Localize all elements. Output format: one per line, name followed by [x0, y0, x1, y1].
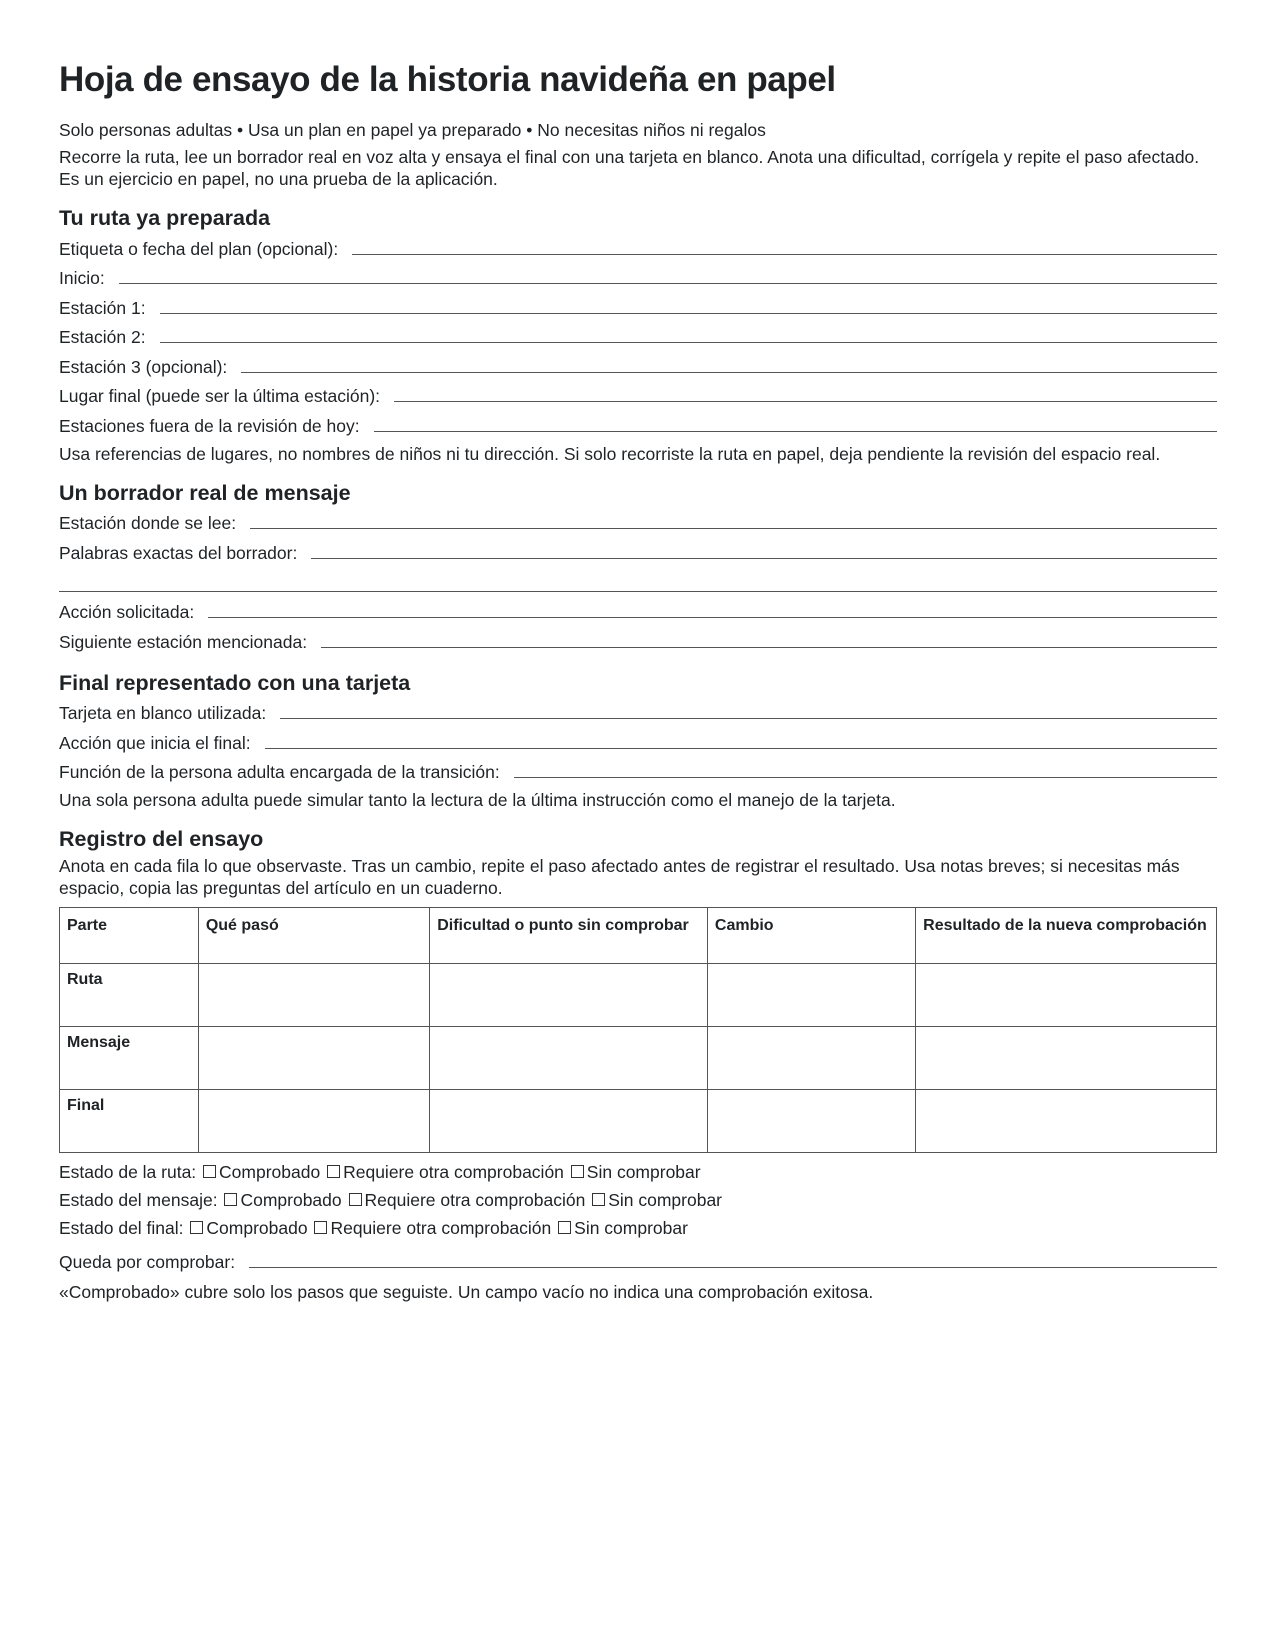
checkbox[interactable]	[190, 1221, 203, 1234]
checkbox[interactable]	[314, 1221, 327, 1234]
table-cell[interactable]	[707, 1090, 915, 1153]
table-cell[interactable]	[916, 964, 1217, 1027]
field-label: Estaciones fuera de la revisión de hoy:	[59, 415, 360, 436]
table-cell[interactable]	[916, 1027, 1217, 1090]
finale-note: Una sola persona adulta puede simular tanto la lectura de la última instrucción como el manejo de la tarjeta.	[59, 790, 896, 810]
table-row	[60, 1027, 1217, 1090]
field-start	[59, 262, 1217, 292]
subtitle: Solo personas adultas • Usa un plan en papel ya preparado • No necesitas niños ni regalos	[59, 120, 766, 140]
status-finale	[59, 1217, 1217, 1245]
table-row	[60, 1090, 1217, 1153]
option-label: Requiere otra comprobación	[330, 1218, 552, 1238]
field-excluded-stations	[59, 409, 1217, 439]
write-line[interactable]	[394, 400, 1217, 402]
field-label: Etiqueta o fecha del plan (opcional):	[59, 238, 339, 259]
footnote: «Comprobado» cubre solo los pasos que seguiste. Un campo vacío no indica una comprobación exitosa.	[59, 1281, 874, 1302]
status-route	[59, 1161, 1217, 1189]
status-label: Estado de la ruta:	[59, 1162, 197, 1182]
field-label: Acción que inicia el final:	[59, 732, 251, 753]
field-reading-station	[59, 507, 1217, 537]
field-requested-action	[59, 596, 1217, 626]
field-label: Palabras exactas del borrador:	[59, 542, 298, 563]
field-label: Función de la persona adulta encargada de la transición:	[59, 762, 500, 782]
field-next-station	[59, 625, 1217, 655]
status-block	[59, 1161, 1217, 1245]
checkbox[interactable]	[224, 1193, 237, 1206]
column-header: Dificultad o punto sin comprobar	[430, 908, 708, 964]
write-line[interactable]	[321, 646, 1217, 648]
field-label: Siguiente estación mencionada:	[59, 631, 308, 652]
field-finale-action	[59, 726, 1217, 756]
write-line[interactable]	[208, 616, 1217, 618]
column-header: Cambio	[707, 908, 915, 964]
checkbox[interactable]	[327, 1165, 340, 1178]
table-header-row	[60, 908, 1217, 964]
write-line[interactable]	[241, 371, 1217, 373]
section-heading-message: Un borrador real de mensaje	[59, 480, 351, 505]
write-line[interactable]	[514, 776, 1217, 778]
write-line[interactable]	[250, 527, 1217, 529]
column-header: Qué pasó	[198, 908, 429, 964]
option-label: Sin comprobar	[574, 1218, 688, 1238]
checkbox[interactable]	[592, 1193, 605, 1206]
field-label: Inicio:	[59, 268, 105, 288]
option-label: Sin comprobar	[586, 1162, 701, 1182]
route-fields	[59, 232, 1217, 439]
field-label: Acción solicitada:	[59, 602, 195, 622]
table-cell[interactable]	[430, 1027, 708, 1090]
section-heading-route: Tu ruta ya preparada	[59, 206, 271, 230]
option-label: Requiere otra comprobación	[364, 1190, 586, 1210]
field-label: Tarjeta en blanco utilizada:	[59, 703, 267, 723]
checkbox[interactable]	[571, 1165, 584, 1178]
write-line[interactable]	[265, 747, 1217, 749]
column-header: Parte	[60, 908, 199, 964]
field-blank-card	[59, 697, 1217, 727]
field-label: Estación donde se lee:	[59, 513, 237, 533]
write-line[interactable]	[280, 717, 1217, 719]
write-line[interactable]	[160, 341, 1217, 343]
table-row	[60, 964, 1217, 1027]
rehearsal-log-table	[59, 907, 1217, 1153]
field-label: Lugar final (puede ser la última estación):	[59, 386, 381, 406]
table-cell[interactable]	[707, 1027, 915, 1090]
write-line[interactable]	[119, 282, 1217, 284]
field-adult-role	[59, 756, 1217, 786]
table-cell[interactable]	[198, 964, 429, 1027]
table-cell[interactable]	[430, 1090, 708, 1153]
option-label: Comprobado	[219, 1162, 321, 1182]
field-pending-check	[59, 1245, 1217, 1275]
section-heading-log: Registro del ensayo	[59, 827, 264, 851]
checkbox[interactable]	[203, 1165, 216, 1178]
option-label: Comprobado	[206, 1218, 308, 1238]
option-label: Requiere otra comprobación	[343, 1162, 564, 1182]
write-line[interactable]	[249, 1266, 1217, 1268]
table-cell[interactable]	[707, 964, 915, 1027]
write-line-continuation[interactable]	[59, 590, 1217, 592]
section-heading-finale: Final representado con una tarjeta	[59, 670, 411, 695]
option-label: Comprobado	[240, 1190, 342, 1210]
write-line[interactable]	[374, 430, 1217, 432]
status-label: Estado del mensaje:	[59, 1190, 218, 1210]
page-title: Hoja de ensayo de la historia navideña en papel	[59, 60, 836, 99]
field-station-1	[59, 291, 1217, 321]
table-cell[interactable]	[430, 964, 708, 1027]
field-station-3	[59, 350, 1217, 380]
row-header: Mensaje	[60, 1027, 199, 1090]
intro-text: Recorre la ruta, lee un borrador real en voz alta y ensaya el final con una tarjeta en blanco. Anota una dificultad, corrígela y repite el paso afectado. Es un ejercicio en papel, no una prueba de la aplicación.	[59, 147, 1200, 189]
table-cell[interactable]	[198, 1027, 429, 1090]
field-label: Estación 2:	[59, 327, 146, 347]
table-cell[interactable]	[916, 1090, 1217, 1153]
field-plan-label	[59, 232, 1217, 262]
write-line[interactable]	[160, 312, 1217, 314]
checkbox[interactable]	[558, 1221, 571, 1234]
field-label: Queda por comprobar:	[59, 1251, 236, 1272]
row-header: Ruta	[60, 964, 199, 1027]
checkbox[interactable]	[349, 1193, 362, 1206]
row-header: Final	[60, 1090, 199, 1153]
table-cell[interactable]	[198, 1090, 429, 1153]
field-final-place	[59, 380, 1217, 410]
option-label: Sin comprobar	[608, 1190, 723, 1210]
route-note: Usa referencias de lugares, no nombres de niños ni tu dirección. Si solo recorriste la ruta en papel, deja pendiente la revisión del espacio real.	[59, 443, 1161, 464]
field-label: Estación 3 (opcional):	[59, 356, 228, 377]
log-intro: Anota en cada fila lo que observaste. Tras un cambio, repite el paso afectado antes de registrar el resultado. Usa notas breves; si necesitas más espacio, copia las preguntas del artículo en un cuaderno.	[59, 856, 1180, 898]
status-message	[59, 1189, 1217, 1217]
status-label: Estado del final:	[59, 1218, 184, 1238]
field-label: Estación 1:	[59, 297, 146, 318]
field-station-2	[59, 321, 1217, 351]
write-line[interactable]	[352, 253, 1217, 255]
field-draft-words	[59, 536, 1217, 566]
write-line[interactable]	[311, 557, 1217, 559]
column-header: Resultado de la nueva comprobación	[916, 908, 1217, 964]
